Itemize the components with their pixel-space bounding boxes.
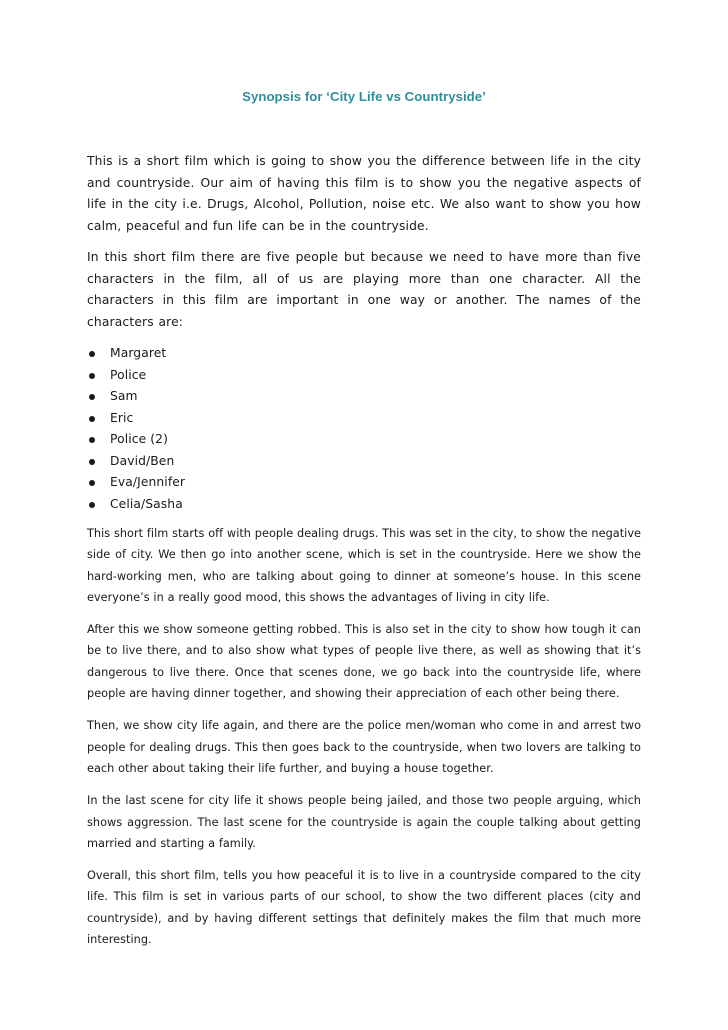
bullet-icon xyxy=(89,459,95,465)
list-item xyxy=(87,365,641,387)
character-name: David/Ben xyxy=(110,453,175,468)
document-title: Synopsis for ‘City Life vs Countryside’ xyxy=(242,89,486,104)
character-name: Police (2) xyxy=(110,432,168,446)
bullet-icon xyxy=(89,502,95,508)
character-name: Eva/Jennifer xyxy=(110,475,186,489)
character-name: Celia/Sasha xyxy=(110,496,183,511)
body-paragraph-4: In the last scene for city life it shows people being jailed, and those two people arguing, which shows aggression. The last scene for the countryside is again the couple talking about getting married and starting a family. xyxy=(87,794,641,850)
character-name: Police xyxy=(110,367,147,382)
list-item xyxy=(87,429,641,451)
list-item xyxy=(87,451,641,473)
list-item xyxy=(87,386,641,408)
bullet-icon xyxy=(89,351,95,357)
list-item xyxy=(87,494,641,516)
list-item xyxy=(87,472,641,494)
body-paragraph-5: Overall, this short film, tells you how peaceful it is to live in a countryside compared to the city life. This film is set in various parts of our school, to show the two different places (city and countryside), and by having different settings that definitely makes the film that much more interesting. xyxy=(87,869,641,947)
character-name: Eric xyxy=(110,410,134,425)
character-name: Sam xyxy=(110,389,138,403)
bullet-icon xyxy=(89,480,95,486)
character-name: Margaret xyxy=(110,346,167,360)
body-paragraph-3: Then, we show city life again, and there are the police men/woman who come in and arrest two people for dealing drugs. This then goes back to the countryside, when two lovers are talking to each other about taking their life further, and buying a house together. xyxy=(87,719,641,775)
bullet-icon xyxy=(89,437,95,443)
bullet-icon xyxy=(89,373,95,379)
body-paragraph-2: After this we show someone getting robbed. This is also set in the city to show how tough it can be to live there, and to also show what types of people live there, as well as showing that it’s dangerous to live there. Once that scenes done, we go back into the countryside life, where people are having dinner together, and showing their appreciation of each other being there. xyxy=(87,623,641,701)
intro-paragraph-1: This is a short film which is going to show you the difference between life in the city and countryside. Our aim of having this film is to show you the negative aspects of life in the city i.e. Drugs, Alcohol, Pollution, noise etc. We also want to show you how calm, peaceful and fun life can be in the countryside. xyxy=(87,154,641,233)
list-item xyxy=(87,343,641,365)
bullet-icon xyxy=(89,416,95,422)
character-list xyxy=(87,343,641,515)
list-item xyxy=(87,408,641,430)
bullet-icon xyxy=(89,394,95,400)
body-paragraph-1: This short film starts off with people dealing drugs. This was set in the city, to show the negative side of city. We then go into another scene, which is set in the countryside. Here we show the hard-working men, who are talking about going to dinner at someone’s house. In this scene everyone’s in a really good mood, this shows the advantages of living in city life. xyxy=(87,527,641,604)
intro-paragraph-2: In this short film there are five people but because we need to have more than five characters in the film, all of us are playing more than one character. All the characters in this film are important in one way or another. The names of the characters are: xyxy=(87,250,641,329)
